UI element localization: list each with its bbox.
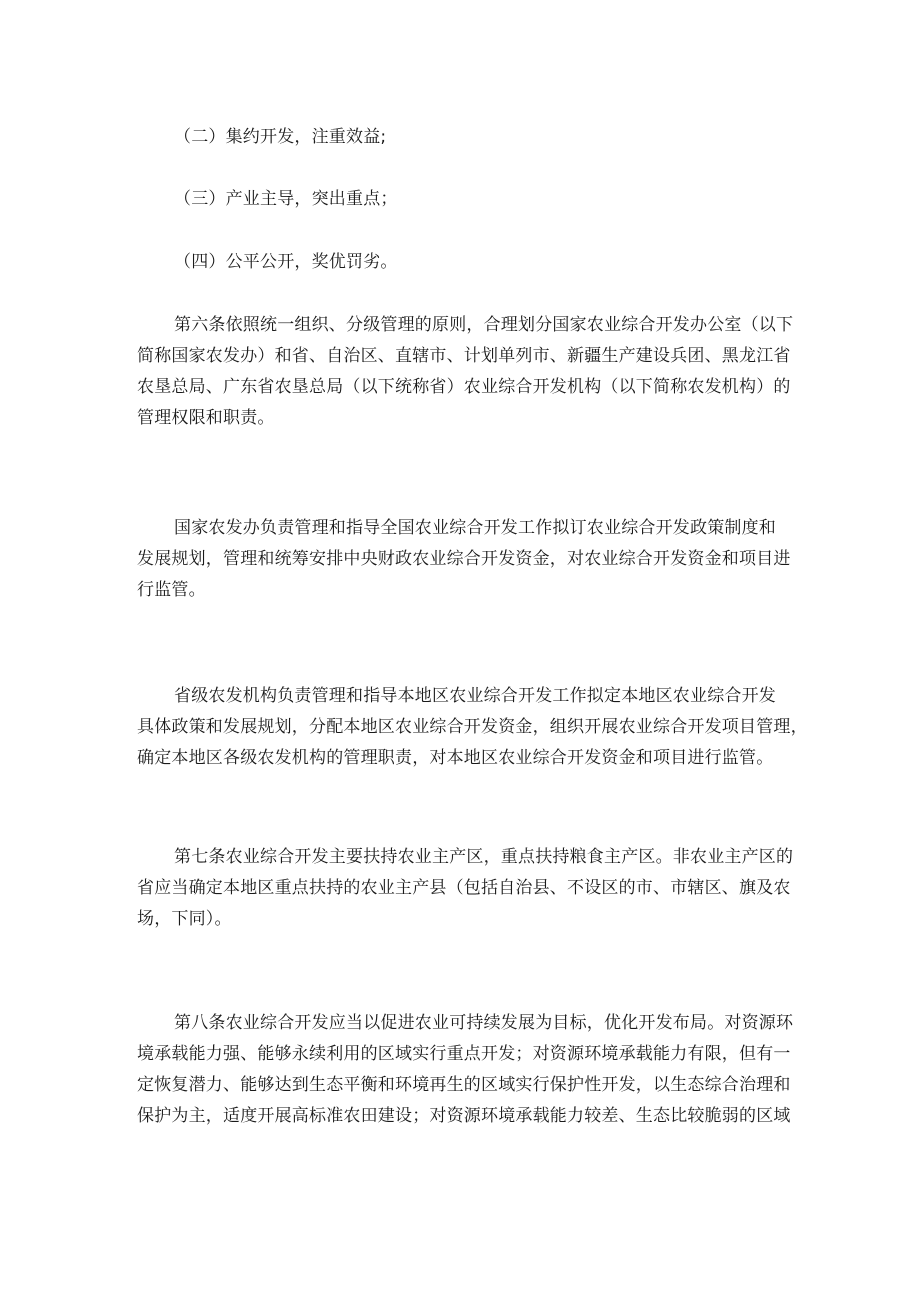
paragraph-article-7 [137,842,797,935]
text-line: 第六条依照统一组织、分级管理的原则，合理划分国家农业综合开发办公室（以下 [174,315,794,335]
paragraph-provincial-office [137,681,808,774]
text-line: 场，下同）。 [137,909,232,929]
text-line: 发展规划，管理和统筹安排中央财政农业综合开发资金，对农业综合开发资金和项目进 [137,549,791,569]
text-line: 管理权限和职责。 [137,408,275,428]
paragraph-article-6 [137,310,797,434]
text-line: 简称国家农发办）和省、自治区、直辖市、计划单列市、新疆生产建设兵团、黑龙江省 [137,346,791,366]
paragraph-item-3 [137,184,797,215]
paragraph-national-office [137,513,797,606]
paragraph-item-2 [137,122,797,153]
paragraph-item-4 [137,247,797,278]
text-line: 省级农发机构负责管理和指导本地区农业综合开发工作拟定本地区农业综合开发 [174,686,776,706]
paragraph-article-8 [137,1008,797,1132]
text-line: 国家农发办负责管理和指导全国农业综合开发工作拟订农业综合开发政策制度和 [174,518,776,538]
text-line: 定恢复潜力、能够达到生态平衡和环境再生的区域实行保护性开发，以生态综合治理和 [137,1075,791,1095]
text-line: 第七条农业综合开发主要扶持农业主产区，重点扶持粮食主产区。非农业主产区的 [174,847,794,867]
text-line: 确定本地区各级农发机构的管理职责，对本地区农业综合开发资金和项目进行监管。 [137,748,774,768]
text-line: 保护为主，适度开展高标准农田建设；对资源环境承载能力较差、生态比较脆弱的区域 [137,1106,791,1126]
text-line: 境承载能力强、能够永续利用的区域实行重点开发；对资源环境承载能力有限，但有一 [137,1044,791,1064]
text-line: 行监管。 [137,580,206,600]
text-line: 农垦总局、广东省农垦总局（以下统称省）农业综合开发机构（以下简称农发机构）的 [137,377,791,397]
text-line: 第八条农业综合开发应当以促进农业可持续发展为目标，优化开发布局。对资源环 [174,1013,794,1033]
text-line: 具体政策和发展规划，分配本地区农业综合开发资金，组织开展农业综合开发项目管理， [137,717,808,737]
text-line: （三）产业主导，突出重点； [174,189,398,209]
text-line: 省应当确定本地区重点扶持的农业主产县（包括自治县、不设区的市、市辖区、旗及农 [137,878,791,898]
text-line: （二）集约开发，注重效益; [174,127,387,147]
text-line: （四）公平公开，奖优罚劣。 [174,252,398,272]
